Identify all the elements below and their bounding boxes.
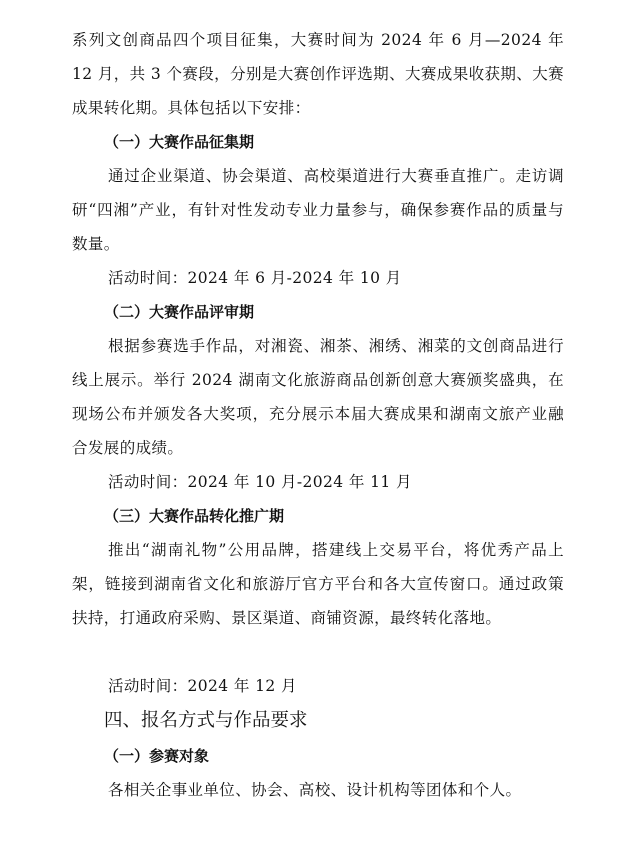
stage3-heading: （三）大赛作品转化推广期	[104, 507, 285, 525]
section4-sub1-body: 各相关企事业单位、协会、高校、设计机构等团体和个人。	[108, 781, 522, 799]
stage3-time: 活动时间：2024 年 12 月	[108, 677, 297, 695]
stage1-body: 通过企业渠道、协会渠道、高校渠道进行大赛垂直推广。走访调研“四湘”产业，有针对性发动专业力量参与，确保参赛作品的质量与数量。	[72, 167, 564, 253]
section4-heading: 四、报名方式与作品要求	[104, 710, 308, 731]
stage1-heading: （一）大赛作品征集期	[104, 133, 255, 151]
stage2-body: 根据参赛选手作品，对湘瓷、湘茶、湘绣、湘菜的文创商品进行线上展示。举行 2024 湖南文化旅游商品创新创意大赛颁奖盛典，在现场公布并颁发各大奖项，充分展示本届大赛成果和湖南文旅产业融合发展的成绩。	[72, 337, 564, 457]
section4-sub1-heading: （一）参赛对象	[104, 747, 210, 765]
stage3-body: 推出“湖南礼物”公用品牌，搭建线上交易平台，将优秀产品上架，链接到湖南省文化和旅游厅官方平台和各大宣传窗口。通过政策扶持，打通政府采购、景区渠道、商铺资源，最终转化落地。	[72, 541, 564, 627]
intro-paragraph: 系列文创商品四个项目征集，大赛时间为 2024 年 6 月—2024 年 12 月，共 3 个赛段，分别是大赛创作评选期、大赛成果收获期、大赛成果转化期。具体包括以下安排：	[72, 31, 564, 117]
stage2-time: 活动时间：2024 年 10 月-2024 年 11 月	[108, 473, 412, 491]
stage1-time: 活动时间：2024 年 6 月-2024 年 10 月	[108, 269, 402, 287]
stage2-heading: （二）大赛作品评审期	[104, 303, 255, 321]
